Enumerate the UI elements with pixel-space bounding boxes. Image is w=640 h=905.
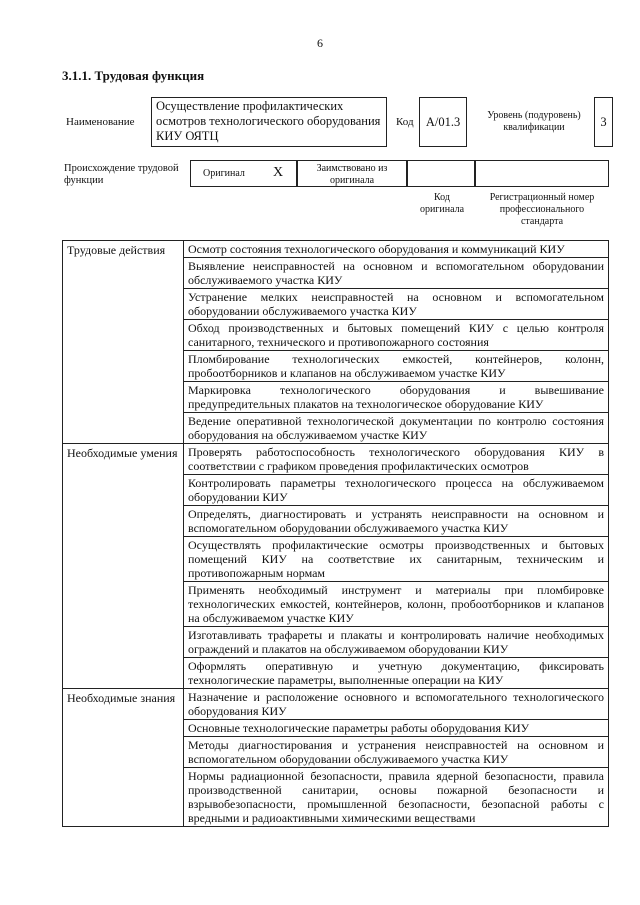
item-cell <box>184 413 609 444</box>
item-cell <box>184 289 609 320</box>
item-text: Осмотр состояния технологического оборудования и коммуникаций КИУ <box>188 242 565 256</box>
level-value: 3 <box>600 114 607 129</box>
level-label: Уровень (подуровень) квалификации <box>487 110 581 133</box>
item-text: Выявление неисправностей на основном и вспомогательном оборудовании обслуживаемого участка КИУ <box>188 259 604 287</box>
item-cell <box>184 768 609 827</box>
original-mark: X <box>273 165 284 180</box>
original-label: Оригинал <box>203 168 245 179</box>
table-row <box>63 241 609 258</box>
item-text: Маркировка технологического оборудования и вывешивание предупредительных плакатов на технологическое оборудование КИУ <box>188 383 604 411</box>
registration-label: Регистрационный номер профессионального стандарта <box>489 192 595 227</box>
category-cell: Необходимые умения <box>63 444 184 689</box>
name-value: Осуществление профилактических осмотров технологического оборудования КИУ ОЯТЦ <box>156 99 381 143</box>
item-text: Контролировать параметры технологического процесса на обслуживаемом оборудовании КИУ <box>188 476 604 504</box>
item-cell <box>184 689 609 720</box>
code-value-box <box>419 97 467 147</box>
item-cell <box>184 582 609 627</box>
level-value-box <box>594 97 613 147</box>
item-text: Изготавливать трафареты и плакаты и контролировать наличие необходимых ограждений и плакатов на обслуживаемом оборудовании КИУ <box>188 628 604 656</box>
item-cell <box>184 382 609 413</box>
item-text: Методы диагностирования и устранения неисправностей на основном и вспомогательном оборудовании обслуживаемого участка КИУ <box>188 738 604 766</box>
item-cell <box>184 720 609 737</box>
item-cell <box>184 658 609 689</box>
item-cell <box>184 537 609 582</box>
item-text: Применять необходимый инструмент и материалы при пломбировке технологических емкостей, контейнеров, колонн, пробоотборников и клапанов на обслуживаемом участке КИУ <box>188 583 604 625</box>
item-text: Назначение и расположение основного и вспомогательного технологического оборудования КИУ <box>188 690 604 718</box>
original-code-box <box>407 160 475 187</box>
section-title: 3.1.1. Трудовая функция <box>62 68 205 83</box>
function-table <box>62 240 609 827</box>
item-cell <box>184 241 609 258</box>
borrowed-box <box>297 160 407 187</box>
item-cell <box>184 506 609 537</box>
origin-label: Происхождение трудовой функции <box>64 163 179 186</box>
item-text: Обход производственных и бытовых помещений КИУ с целью контроля санитарного, технического и противопожарного состояния <box>188 321 604 349</box>
item-text: Осуществлять профилактические осмотры производственных и бытовых помещений КИУ на соответствие их санитарным, техническим и противопожарным нормам <box>188 538 604 580</box>
item-cell <box>184 627 609 658</box>
original-box <box>190 160 297 187</box>
original-code-label: Код оригинала <box>419 192 465 215</box>
item-text: Нормы радиационной безопасности, правила ядерной безопасности, правила производственной санитарии, основы пожарной безопасности и взрывобезопасности, промышленной безопасности, безопасной работы с вредными и радиоактивными химическими веществами <box>188 769 604 825</box>
name-label: Наименование <box>66 116 135 128</box>
item-text: Оформлять оперативную и учетную документацию, фиксировать технологические параметры, выполненные операции на КИУ <box>188 659 604 687</box>
item-text: Проверять работоспособность технологического оборудования КИУ в соответствии с графиком проведения профилактических осмотров <box>188 445 604 473</box>
table-row <box>63 444 609 475</box>
item-text: Ведение оперативной технологической документации по контролю состояния оборудования на обслуживаемом участке КИУ <box>188 414 604 442</box>
item-cell <box>184 475 609 506</box>
item-cell <box>184 444 609 475</box>
item-cell <box>184 737 609 768</box>
category-cell: Необходимые знания <box>63 689 184 827</box>
registration-box <box>475 160 609 187</box>
item-text: Основные технологические параметры работы оборудования КИУ <box>188 721 530 735</box>
category-cell: Трудовые действия <box>63 241 184 444</box>
borrowed-label: Заимствовано из оригинала <box>316 163 388 186</box>
item-text: Пломбирование технологических емкостей, контейнеров, колонн, пробоотборников и клапанов на обслуживаемом участке КИУ <box>188 352 604 380</box>
item-cell <box>184 320 609 351</box>
code-value: А/01.3 <box>425 114 461 129</box>
item-text: Устранение мелких неисправностей на основном и вспомогательном оборудовании обслуживаемого участка КИУ <box>188 290 604 318</box>
page-number: 6 <box>317 36 323 50</box>
item-cell <box>184 258 609 289</box>
table-row <box>63 689 609 720</box>
item-cell <box>184 351 609 382</box>
item-text: Определять, диагностировать и устранять неисправности на основном и вспомогательном оборудовании обслуживаемого участка КИУ <box>188 507 604 535</box>
code-label: Код <box>396 116 414 128</box>
name-value-box <box>151 97 387 147</box>
